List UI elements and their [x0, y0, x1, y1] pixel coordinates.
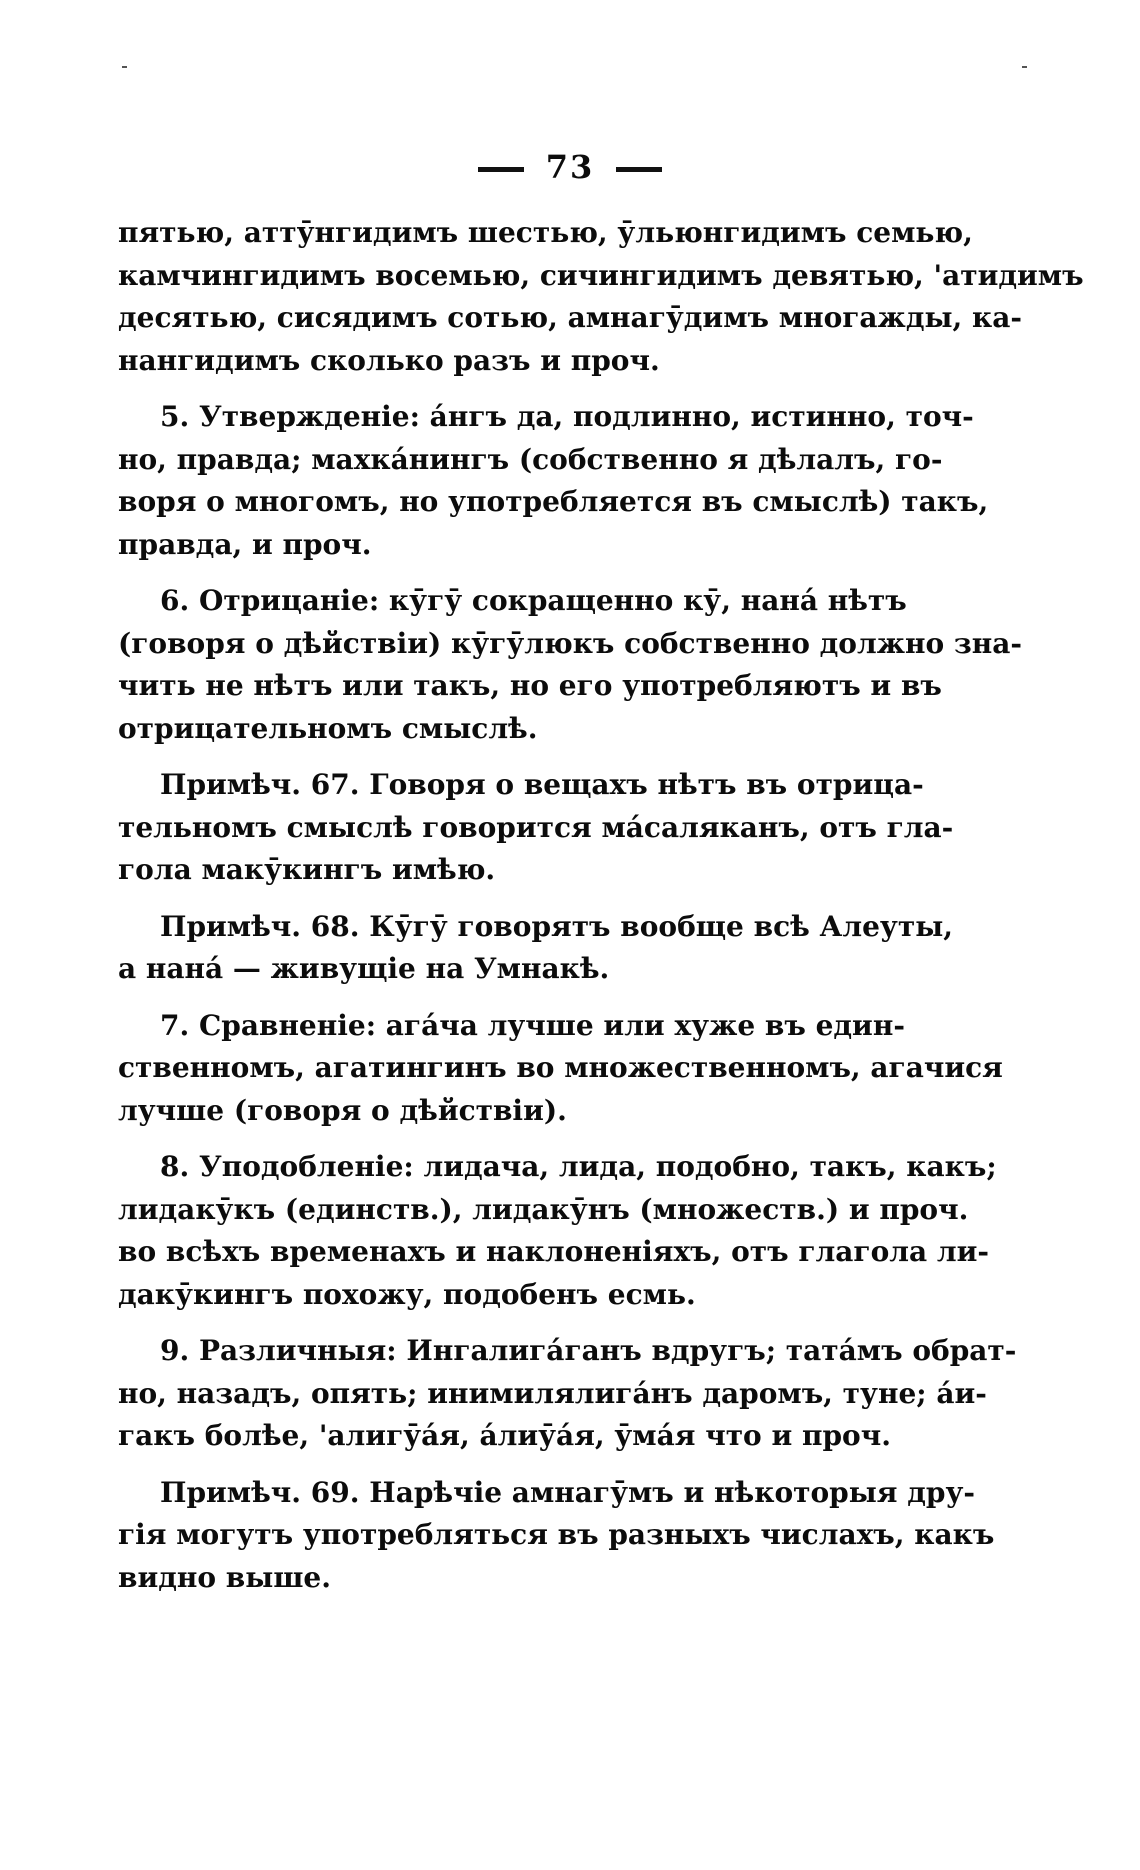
- text-line: гола макӯкингъ имѣю.: [118, 853, 496, 886]
- text-line: десятью, сисядимъ сотью, амнагӯдимъ многажды, ка-: [118, 301, 1023, 334]
- text-line: чить не нѣтъ или такъ, но его употребляютъ и въ: [118, 669, 942, 702]
- text-line: воря о многомъ, но употребляется въ смыслѣ) такъ,: [118, 485, 989, 518]
- text-line: пятью, аттӯнгидимъ шестью, ӯльюнгидимъ семью,: [118, 216, 973, 249]
- text-line: дакӯкингъ похожу, подобенъ есмь.: [118, 1277, 696, 1311]
- text-line: лидакӯкъ (единств.), лидакӯнъ (множеств.) и проч.: [118, 1192, 969, 1226]
- text-line: правда, и проч.: [118, 527, 372, 561]
- text-line: ственномъ, агатингинъ во множественномъ, агачися: [118, 1051, 1003, 1084]
- text-line: Примѣч. 67. Говоря о вещахъ нѣтъ въ отрица-: [160, 768, 924, 801]
- text-line: Примѣч. 69. Нарѣчіе амнагӯмъ и нѣкоторыя дру-: [160, 1475, 976, 1509]
- text-line: гія могутъ употребляться въ разныхъ числахъ, какъ: [118, 1518, 995, 1551]
- text-line: лучше (говоря о дѣйствіи).: [118, 1093, 567, 1127]
- scan-mark: [122, 66, 127, 68]
- text-line: а нанá — живущіе на Умнакѣ.: [118, 952, 610, 985]
- text-line: 8. Уподобленіе: лидача, лида, подобно, такъ, какъ;: [160, 1150, 997, 1183]
- text-line: отрицательномъ смыслѣ.: [118, 711, 538, 745]
- text-line: (говоря о дѣйствіи) кӯгӯлюкъ собственно должно зна-: [118, 626, 1023, 660]
- text-line: Примѣч. 68. Кӯгӯ говорятъ вообще всѣ Алеуты,: [160, 909, 954, 943]
- text-line: видно выше.: [118, 1560, 331, 1594]
- text-line: тельномъ смыслѣ говорится мáсаляканъ, отъ гла-: [118, 810, 954, 844]
- text-line: но, правда; махкáнингъ (собственно я дѣлалъ, го-: [118, 442, 943, 476]
- body-text: [118, 212, 1084, 1599]
- text-line: во всѣхъ временахъ и наклоненіяхъ, отъ глагола ли-: [118, 1235, 990, 1268]
- text-line: камчингидимъ восемью, сичингидимъ девятью, 'атидимъ: [118, 258, 1084, 292]
- text-line: нангидимъ сколько разъ и проч.: [118, 343, 660, 377]
- text-line: 9. Различныя: Ингалигáганъ вдругъ; татáмъ обрат-: [160, 1334, 1017, 1367]
- text-line: 5. Утвержденіе: áнгъ да, подлинно, истинно, точ-: [160, 400, 974, 433]
- dash-right: [616, 167, 662, 172]
- text-line: 6. Отрицаніе: кӯгӯ сокращенно кӯ, нанá нѣтъ: [160, 584, 907, 617]
- page-number: [0, 148, 1140, 186]
- scan-mark: [1022, 66, 1027, 68]
- text-line: но, назадъ, опять; инимилялигáнъ даромъ, туне; áи-: [118, 1376, 987, 1410]
- page-number-text: 73: [545, 148, 595, 186]
- dash-left: [478, 167, 524, 172]
- text-line: гакъ болѣе, 'алигӯáя, áлиӯáя, ӯмáя что и проч.: [118, 1419, 891, 1452]
- text-line: 7. Сравненіе: агáча лучше или хуже въ един-: [160, 1008, 905, 1042]
